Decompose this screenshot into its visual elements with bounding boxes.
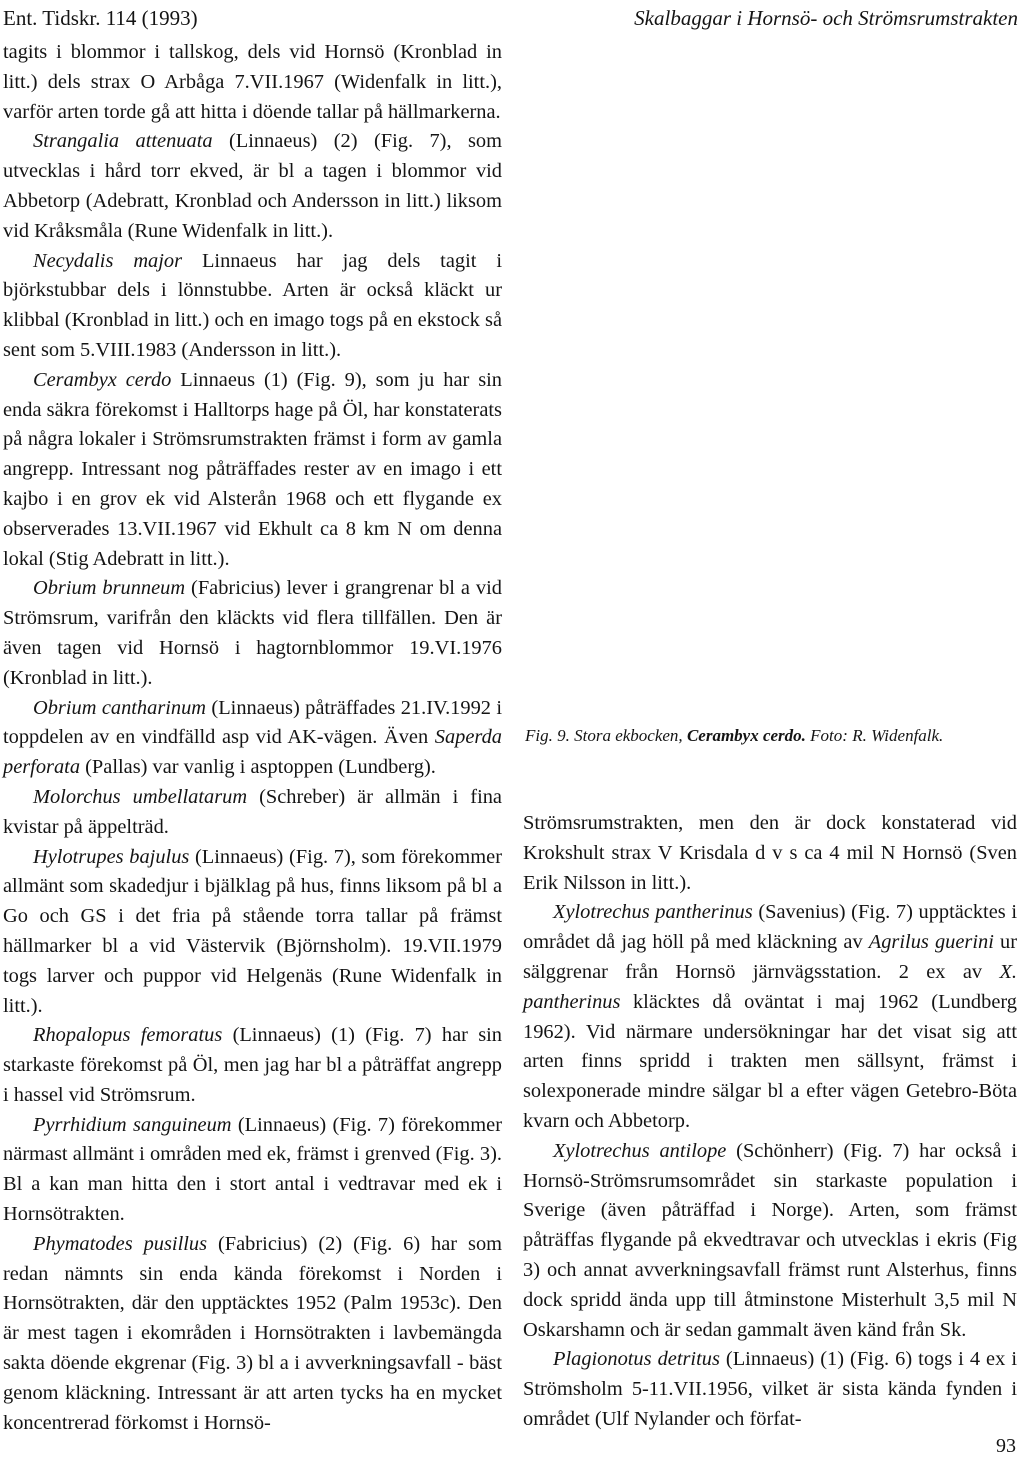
species-name: Hylotrupes bajulus	[33, 845, 190, 868]
species-name: Pyrrhidium sanguineum	[33, 1113, 232, 1136]
species-name: Xylotrechus antilope	[553, 1139, 727, 1162]
paragraph-text: (Schönherr) (Fig. 7) har också i Hornsö-Strömsrumsområdet sin starkaste population i Sverige (även påträffad i Norge). Arten, som främst påträffas flygande på ekvedtravar och utvecklas i ekris (Fig 3) och annat avverkningsavfall främst runt Alsterhus, finns dock spridd ända upp till åtminstone Misterhult 3,5 mil N Oskarshamn och är sedan gammalt även känd från Sk.	[523, 1139, 1018, 1341]
species-name: Plagionotus detritus	[553, 1348, 720, 1371]
paragraph-text: ur sälggrenar från Hornsö järnvägsstation. 2 ex av	[523, 931, 1017, 983]
left-column	[3, 38, 502, 1438]
figure-caption	[525, 725, 1019, 747]
paragraph-text: (Linnaeus) (Fig. 7), som förekommer allmänt som skadedjur i bjälklag på hus, finns liksom på bl a Go och GS i det fria på stående torra tallar på främst hällmarker bl a vid Västervik (Björnsholm). 19.VII.1979 togs larver och puppor vid Helgenäs (Rune Widenfalk in litt.).	[3, 845, 502, 1017]
paragraph	[523, 1137, 1017, 1346]
paragraph-text: (Linnaeus) (2) (Fig. 7), som utvecklas i hård torr ekved, är bl a tagen i blommor vid Abbetorp (Adebratt, Kronblad och Andersson in litt.) liksom vid Kråksmåla (Rune Widenfalk in litt.).	[3, 130, 502, 242]
paragraph	[523, 1345, 1017, 1434]
paragraph-text: kläcktes då oväntat i maj 1962 (Lundberg 1962). Vid närmare undersökningar har det visat sig att arten finns spridd i trakten men sällsynt, främst i solexponerade mindre sälgar bl a efter vägen Getebro-Böta kvarn och Abbetorp.	[523, 990, 1017, 1132]
species-name: Xylotrechus pantherinus	[553, 901, 753, 924]
caption-credit: Foto: R. Widenfalk.	[805, 726, 944, 745]
paragraph	[3, 247, 502, 366]
species-name: Necydalis major	[33, 249, 183, 272]
species-name: Obrium cantharinum	[33, 696, 207, 719]
figure-label: Fig. 9.	[525, 726, 570, 745]
page-number: 93	[996, 1435, 1016, 1457]
species-name: Cerambyx cerdo	[33, 368, 172, 391]
paragraph-text: (Fabricius) lever i grangrenar bl a vid Strömsrum, varifrån den kläckts vid flera tillfällen. Den är även tagen vid Hornsö i hagtornblommor 19.VI.1976 (Kronblad in litt.).	[3, 577, 502, 689]
species-name: Saperda perforata	[3, 726, 502, 779]
species-name: Agrilus guerini	[868, 931, 994, 954]
paragraph	[3, 366, 502, 575]
paragraph-text: (Schreber) är allmän i fina kvistar på äppelträd.	[3, 785, 502, 838]
paragraph-text: Linnaeus har jag dels tagit i björkstubbar dels i lönnstubbe. Arten är också kläckt ur klibbal (Kronblad in litt.) och en imago togs på en ekstock så sent som 5.VIII.1983 (Andersson in litt.).	[3, 249, 502, 361]
paragraph-text: (Linnaeus) (1) (Fig. 7) har sin starkaste förekomst på Öl, men jag har bl a påträffat angrepp i hassel vid Strömsrum.	[3, 1024, 502, 1106]
paragraph-text: (Savenius) (Fig. 7) upptäcktes i området då jag höll på med kläckning av	[523, 901, 1017, 954]
paragraph: Strömsrumstrakten, men den är dock konstaterad vid Krokshult strax V Krisdala d v s ca 4 mil N Hornsö (Sven Erik Nilsson in litt.).	[523, 812, 1017, 894]
paragraph	[3, 574, 502, 693]
right-column	[523, 809, 1017, 1435]
species-name: Molorchus umbellatarum	[33, 785, 248, 808]
paragraph	[3, 843, 502, 1022]
caption-species: Cerambyx cerdo.	[686, 726, 806, 745]
paragraph	[3, 127, 502, 246]
paragraph-text: (Linnaeus) påträffades 21.IV.1992 i toppdelen av en vindfälld asp vid AK-vägen. Även	[3, 696, 502, 749]
paragraph-text: (Fabricius) (2) (Fig. 6) har som redan nämnts sin enda kända förekomst i Norden i Hornsötrakten, där den upptäcktes 1952 (Palm 1953c). Den är mest tagen i ekområden i Hornsötrakten i lavbemängda sakta döende ekgrenar (Fig. 3) bl a i avverkningsavfall - bäst genom kläckning. Intressant är att arten tycks ha en mycket koncentrerad förkomst i Hornsö-	[3, 1232, 503, 1434]
figure-9-area	[523, 40, 1018, 710]
caption-text: Stora ekbocken,	[569, 726, 687, 745]
paragraph	[3, 1230, 502, 1439]
species-name: Rhopalopus femoratus	[33, 1024, 223, 1047]
paragraph	[3, 1111, 502, 1230]
paragraph-text: Linnaeus (1) (Fig. 9), som ju har sin enda säkra förekomst i Halltorps hage på Öl, har konstaterats på några lokaler i Strömsrumstrakten främst i form av gamla angrepp. Intressant nog påträffades rester av en imago i ett kajbo i en grov ek vid Alsterån 1968 och ett flygande ex observerades 13.VII.1967 vid Ekhult ca 8 km N om denna lokal (Stig Adebratt in litt.).	[3, 368, 503, 570]
paragraph	[3, 783, 502, 843]
paragraph	[523, 898, 1017, 1136]
paragraph-text: (Linnaeus) (1) (Fig. 6) togs i 4 ex i Strömsholm 5-11.VII.1956, vilket är sista kända fynden i området (Ulf Nylander och förfat-	[523, 1348, 1017, 1430]
paragraph-text: (Linnaeus) (Fig. 7) förekommer närmast allmänt i områden med ek, främst i grenved (Fig. 3). Bl a kan man hitta den i stort antal i vedtravar med ek i Hornsötrakten.	[3, 1113, 502, 1226]
species-name: Phymatodes pusillus	[33, 1232, 208, 1255]
paragraph-text: (Pallas) var vanlig i asptoppen (Lundberg).	[80, 756, 436, 779]
species-name: Strangalia attenuata	[33, 130, 213, 153]
species-name: X. pantherinus	[523, 960, 1017, 1013]
species-name: Obrium brunneum	[33, 577, 186, 600]
paragraph: tagits i blommor i tallskog, dels vid Hornsö (Kronblad in litt.) dels strax O Arbåga 7.VII.1967 (Widenfalk in litt.), varför arten torde gå att hitta i döende tallar på hällmarkerna.	[3, 41, 502, 123]
paragraph	[3, 1021, 502, 1110]
paragraph	[3, 694, 502, 783]
running-header-title: Skalbaggar i Hornsö- och Strömsrumstrakten	[634, 6, 1018, 30]
running-header-journal: Ent. Tidskr. 114 (1993)	[3, 6, 198, 30]
